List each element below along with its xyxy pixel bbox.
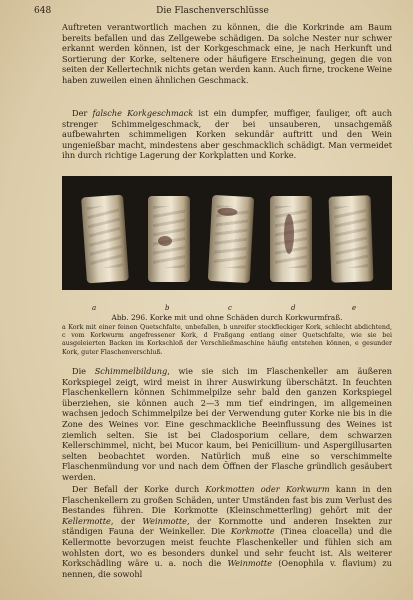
paragraph-3: [62, 366, 392, 483]
paragraph-3-text: , wie sie sich im Flaschenkeller am äußeren Korkspiegel zeigt, wird meist in ihrer Auswirkung überschätzt. In feuchten Flaschenkellern können Schimmelpilze sehr bald den ganzen Korkspiegel überziehen, sie können auch 2—3 mm tief eindringen, im allgemeinen wachsen jedoch Schimmelpilze bei der Verwendung guter Korke nie bis in die Zone des Weines vor. Eine geschmackliche Beeinflussung des Weines ist ziemlich selten. Sie ist bei Cladosporium cellare, dem schwarzen Kellerschimmel, nicht, bei Mucor kaum, bei Penicillium- und Aspergillusarten selten beobachtet worden. Natürlich muß eine so verschimmelte Flaschenmündung vor und nach dem Öffnen der Flasche gründlich gesäubert werden.: [62, 366, 392, 482]
letter-c: c: [228, 304, 232, 312]
paragraph-4-part-1: Der Befall der Korke durch: [72, 484, 206, 494]
paragraph-2-text: ist ein dumpfer, muffiger, fauliger, oft auch strenger Schimmelgeschmack, der bei unsauberen, unsachgemäß aufbewahrten schimmeligen Korken sekundär auftritt und den Wein ungenießbar macht, mindestens aber geschmacklich schädigt. Man vermeidet ihn durch richtige Lagerung der Korkplatten und Korke.: [62, 108, 392, 161]
term-weinmotte-2: Weinmotte: [227, 558, 273, 569]
cork-b: [148, 196, 190, 282]
term-korkmotten: Korkmotten oder Korkwurm: [205, 484, 330, 494]
letter-b: b: [165, 304, 170, 312]
paragraph-4: [62, 484, 392, 579]
term-schimmelbildung: Schimmelbildung: [94, 366, 168, 376]
paragraph-4-part-2: kann in den Flaschenkellern zu großen Schäden, unter Umständen fast bis zum Verlust des Bestandes führen. Die Korkmotte (Kleinschmetterling) gehört mit der: [62, 484, 392, 516]
paragraph-2: [62, 108, 392, 161]
letter-e: e: [352, 304, 357, 312]
paragraph-4-part-6: (Oenophila v. flavium) zu nennen, die sowohl: [62, 558, 392, 579]
cork-a: [81, 195, 129, 284]
term-weinmotte: Weinmotte: [142, 515, 187, 526]
cork-c: [208, 195, 254, 283]
term-korkmotte: Korkmotte: [230, 526, 275, 537]
paragraph-1-text: Auftreten verantwortlich machen zu können, die die Korkrinde am Baum bereits befallen und das Zellgewebe schädigen. Da solche Nester nur schwer erkannt werden können, ist der Korkgeschmack eine, je nach Herkunft und Sortierung der Korke, seltenere oder häufigere Erscheinung, gegen die von seiten der Kellertechnik nichts getan werden kann. Auch firne, trockene Weine haben zuweilen einen ähnlichen Geschmack.: [62, 22, 392, 85]
figure-legend: a Kork mit einer feinen Quetschfalte, unbefallen, b unreifer stockfleckiger Kork, schlecht abdichtend, c vom Korkwurm angefressener Kork, d Fraßgang entlang einer Quetschfalte, wie sie bei ausgeleierten Backen im Korkschloß der Verschließmaschine häufig entstehen können, e gesunder Kork, guter Flaschenverschluß.: [62, 324, 392, 356]
page-header: [34, 6, 391, 16]
paragraph-1: [62, 22, 392, 86]
paragraph-3-prefix: Die: [72, 366, 95, 376]
letter-a: a: [92, 304, 97, 312]
term-falscher-korkgeschmack: falsche Korkgeschmack: [92, 108, 194, 118]
cork-photo: [62, 176, 392, 290]
paragraph-4-part-4: , der Kornmotte und anderen Insekten zur ständigen Fauna der Weinkeller. Die: [62, 515, 392, 537]
figure-caption: Abb. 296. Korke mit und ohne Schäden durch Korkwurmfraß.: [111, 313, 343, 322]
running-title: Die Flaschenverschlüsse: [156, 6, 269, 16]
term-kellermotte: Kellermotte: [62, 515, 111, 526]
page-number: 648: [34, 6, 52, 16]
cork-d: [270, 196, 312, 282]
cork-e: [329, 195, 374, 282]
letter-d: d: [291, 304, 296, 312]
paragraph-2-prefix: Der: [72, 108, 93, 118]
paragraph-4-part-3: , der: [110, 515, 143, 526]
paragraph-4-part-5: (Tinea cloacella) und die Kellermotte bevorzugen meist feuchte Flaschenkeller und fühlen sich am wohlsten dort, wo es besonders dunkel und sehr feucht ist. Als weiterer Korkschädling wäre u. a. noch die: [62, 526, 392, 569]
